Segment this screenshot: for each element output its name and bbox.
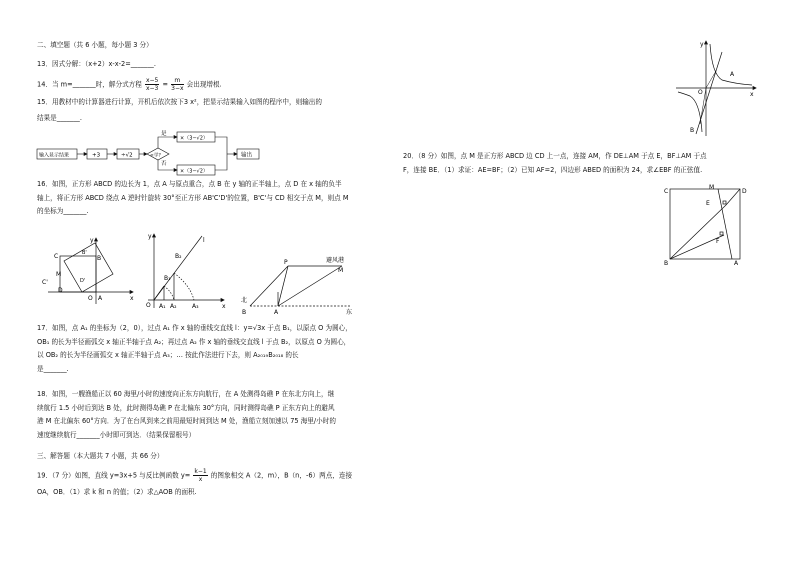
question-19-line2: OA，OB．（1）求 k 和 n 的值；（2）求△AOB 的面积.	[37, 488, 197, 496]
flow-yes-box-label: ×（3−√2）	[180, 135, 208, 142]
q14-fraction-2: $\frac{m}{3-x}$	[171, 77, 184, 92]
q16-line: 的坐标为_______.	[37, 207, 89, 215]
q17-line: 17．如图，点 A₁ 的坐标为（2，0），过点 A₁ 作 x 轴的垂线交直线 l：y=√3x 于点 B₁，以原点 O 为圆心，	[37, 324, 352, 332]
q17-line: OB₁ 的长为半径画弧交 x 轴正半轴于点 A₂；再过点 A₂ 作 x 轴的垂线交直线 l 于点 B₂，以原点 O 为圆心，	[37, 337, 351, 346]
fig19-label-b: B	[690, 127, 695, 134]
q17-line: 以 OB₂ 的长为半径画弧交 x 轴正半轴于点 A₃；… 按此作法进行下去，则 A₂₀₁₉B₂₀₁₈ 的长	[37, 351, 299, 359]
q16-line: 轴上，将正方形 ABCD 绕点 A 逆时针旋转 30°至正方形 AB'C'D'的位置，B'C'与 CD 相交于点 M，则点 M	[37, 193, 349, 202]
question-16	[37, 178, 397, 219]
fig18-label-m: M	[338, 267, 344, 274]
fig16-label-x: x	[130, 295, 134, 302]
fig19-label-x: x	[750, 91, 754, 98]
fig17-label-a3: A₃	[192, 303, 199, 310]
fig20-label-a: A	[734, 260, 739, 267]
question-13: 13．因式分解：（x+2）x-x-2=_______.	[37, 60, 156, 68]
figure-18	[238, 254, 362, 318]
fig19-label-o: O	[698, 89, 703, 96]
q14-pre: 14．当 m=_______时，解分式方程	[37, 80, 142, 89]
section2-heading: 二、填空题（共 6 小题，每小题 3 分）	[37, 41, 153, 49]
fig17-label-b2: B₂	[175, 253, 182, 260]
q14-post: 会出现增根.	[186, 80, 222, 89]
fig18-label-a: A	[274, 309, 279, 316]
q19-pre: 19．（7 分）如图，直线 y=3x+5 与反比例函数 y=	[37, 471, 191, 480]
question-18	[37, 388, 397, 442]
question-19	[37, 468, 352, 483]
flow-op2-label: ÷√2	[121, 152, 133, 159]
fig16-label-d: D	[58, 287, 63, 294]
fig18-label-east: 东	[346, 309, 353, 316]
q20-line: F，连接 BE．（1）求证：AE=BF；（2）已知 AF=2，四边形 ABED 的面积为 24，求∠EBF 的正弦值.	[403, 165, 703, 174]
fig16-label-c: C	[54, 253, 59, 260]
flow-output-label: 输出	[241, 152, 253, 159]
q18-line: 速度继续航行_______小时即可到达．（结果保留根号）	[37, 430, 196, 439]
figure-16	[38, 234, 138, 306]
fig17-label-y: y	[148, 233, 152, 240]
q18-line: 港 M 在北偏东 60°方向．为了在台风到来之前用最短时间到达 M 处，渔船立刻加速以 75 海里/小时的	[37, 417, 336, 425]
question-15-line1: 15．用教材中的计算器进行计算，开机后依次按下3 x²，把显示结果输入如图的程序中，则输出的	[37, 98, 322, 106]
q14-fraction-1: $\frac{x-5}{x-3}$	[145, 77, 159, 92]
question-14	[37, 77, 222, 92]
flow-op1-label: +3	[92, 152, 101, 159]
q18-line: 续航行 1.5 小时后到达 B 处，此时测得岛礁 P 在北偏东 30°方向，同时测得岛礁 P 正东方向上的避风	[37, 403, 335, 412]
fig20-label-m: M	[709, 184, 715, 191]
fig17-label-a2: A₂	[170, 303, 177, 310]
q14-equals: =	[162, 80, 169, 89]
q19-post: 的图象相交 A（2，m），B（n，-6）两点，连接	[210, 471, 353, 480]
flow-cond-label: <学?	[150, 153, 161, 159]
figure-20	[662, 183, 746, 267]
question-17	[37, 322, 397, 376]
figure-17	[142, 230, 232, 312]
fig16-label-m: M	[56, 271, 62, 278]
question-15-line2: 结果是_______.	[37, 114, 82, 122]
q18-line: 18．如图，一艘渔船正以 60 海里/小时的速度向正东方向航行，在 A 处测得岛礁 P 在东北方向上，继	[37, 390, 335, 398]
flow-no-box-label: ×（3−√2）	[180, 168, 208, 175]
fig16-label-o: O	[88, 295, 93, 302]
fig20-label-d: D	[742, 188, 747, 195]
q19-fraction: $\frac{k-1}{x}$	[194, 468, 207, 483]
fig20-label-e: E	[706, 200, 710, 207]
fig18-label-harbor: 避风港	[326, 257, 345, 264]
q17-line: 是_______.	[37, 364, 69, 373]
question-20	[403, 150, 773, 177]
fig19-label-y: y	[700, 41, 704, 48]
q16-line: 16．如图，正方形 ABCD 的边长为 1，点 A 与原点重合，点 B 在 y 轴的正半轴上，点 D 在 x 轴的负半	[37, 180, 342, 188]
fig18-label-p: P	[284, 259, 288, 266]
fig17-label-o: O	[146, 302, 151, 309]
fig19-label-a: A	[730, 71, 735, 78]
fig17-label-l: l	[203, 237, 205, 244]
flow-yes-label: 是	[161, 131, 167, 137]
q20-line: 20．（8 分）如图，点 M 是正方形 ABCD 边 CD 上一点，连接 AM，作 DE⊥AM 于点 E，BF⊥AM 于点	[403, 152, 707, 160]
flow-input-label: 输入显示结果	[39, 152, 70, 159]
fig20-label-f: F	[716, 238, 720, 245]
fig16-label-a: A	[98, 295, 103, 302]
q15-flowchart	[37, 132, 267, 174]
fig18-label-north: 北	[241, 297, 248, 304]
fig20-label-b: B	[664, 260, 669, 267]
section3-heading: 三、解答题（本大题共 7 小题，共 66 分）	[37, 452, 164, 460]
fig18-label-b: B	[242, 309, 247, 316]
fig16-label-y: y	[90, 237, 94, 244]
fig16-label-b: B	[97, 255, 102, 262]
fig16-label-bprime: B'	[82, 250, 87, 256]
figure-19	[676, 38, 758, 138]
fig17-label-b1: B₁	[164, 275, 171, 282]
fig20-label-c: C	[664, 188, 669, 195]
fig17-label-a1: A₁	[159, 303, 166, 310]
flow-no-label: 否	[161, 161, 167, 167]
fig17-label-x: x	[222, 303, 226, 310]
fig16-label-dprime: D'	[80, 278, 86, 284]
fig16-label-cprime: C'	[42, 279, 48, 286]
